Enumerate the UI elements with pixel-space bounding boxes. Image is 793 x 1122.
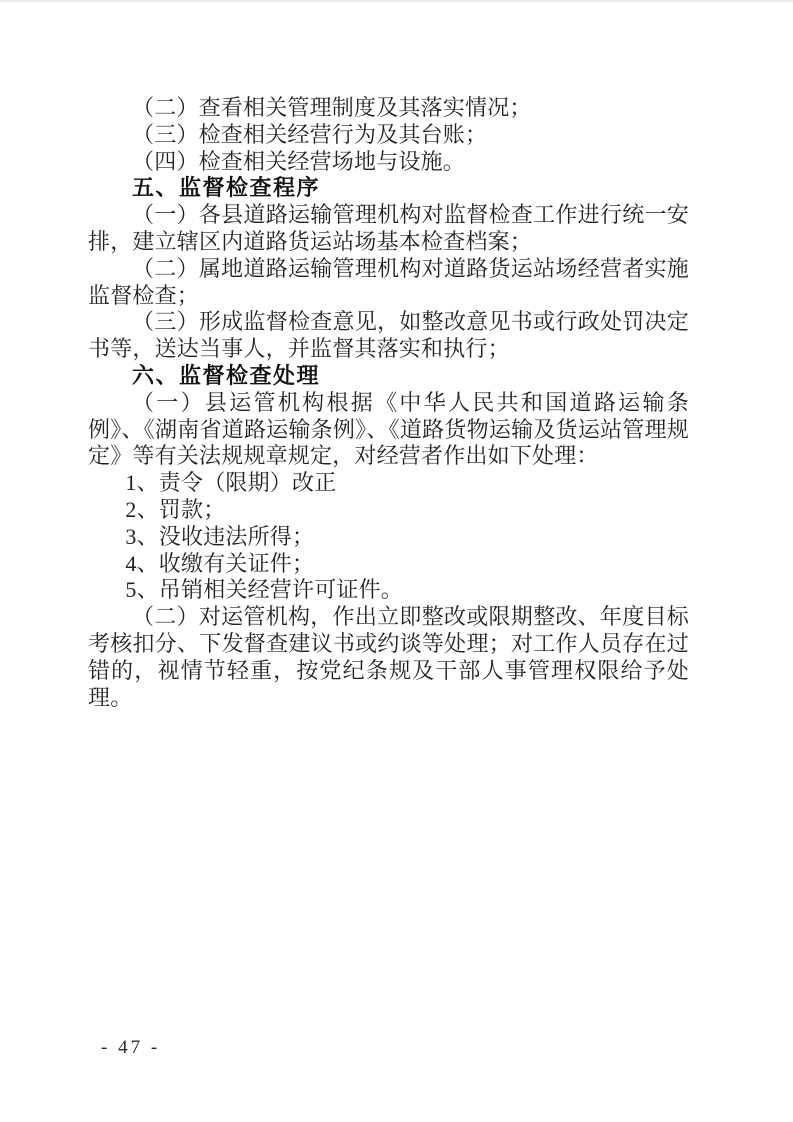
- list-item-1: 1、责令（限期）改正: [125, 470, 337, 496]
- page-number: - 47 -: [101, 1037, 161, 1058]
- paragraph-section6-1: （一）县运管机构根据《中华人民共和国道路运输条例》、《湖南省道路运输条例》、《道路货物运输及货运站管理规定》等有关法规规章规定，对经营者作出如下处理：: [88, 389, 689, 469]
- paragraph-item-3: （三）检查相关经营行为及其台账；: [132, 121, 488, 147]
- list-item-2: 2、罚款；: [125, 496, 226, 522]
- list-item-5: 5、吊销相关经营许可证件。: [125, 577, 403, 603]
- paragraph-section6-2: （二）对运管机构，作出立即整改或限期整改、年度目标考核扣分、下发督查建议书或约谈等处理；对工作人员存在过错的，视情节轻重，按党纪条规及干部人事管理权限给予处理。: [88, 604, 689, 710]
- document-body: [88, 95, 689, 711]
- list-item-4: 4、收缴有关证件；: [125, 550, 315, 576]
- paragraph-section5-2: （二）属地道路运输管理机构对道路货运站场经营者实施监督检查；: [88, 255, 689, 308]
- paragraph-section5-3: （三）形成监督检查意见，如整改意见书或行政处罚决定书等，送达当事人，并监督其落实和执行；: [88, 309, 689, 362]
- paragraph-section5-1: （一）各县道路运输管理机构对监督检查工作进行统一安排，建立辖区内道路货运站场基本检查档案；: [88, 202, 689, 254]
- list-item-3: 3、没收违法所得；: [125, 523, 315, 549]
- section-heading-5: 五、监督检查程序: [132, 175, 321, 201]
- section-heading-6: 六、监督检查处理: [132, 362, 321, 388]
- paragraph-item-2: （二）查看相关管理制度及其落实情况；: [132, 95, 532, 120]
- page-top-edge: [0, 0, 793, 2]
- paragraph-item-4: （四）检查相关经营场地与设施。: [132, 148, 466, 174]
